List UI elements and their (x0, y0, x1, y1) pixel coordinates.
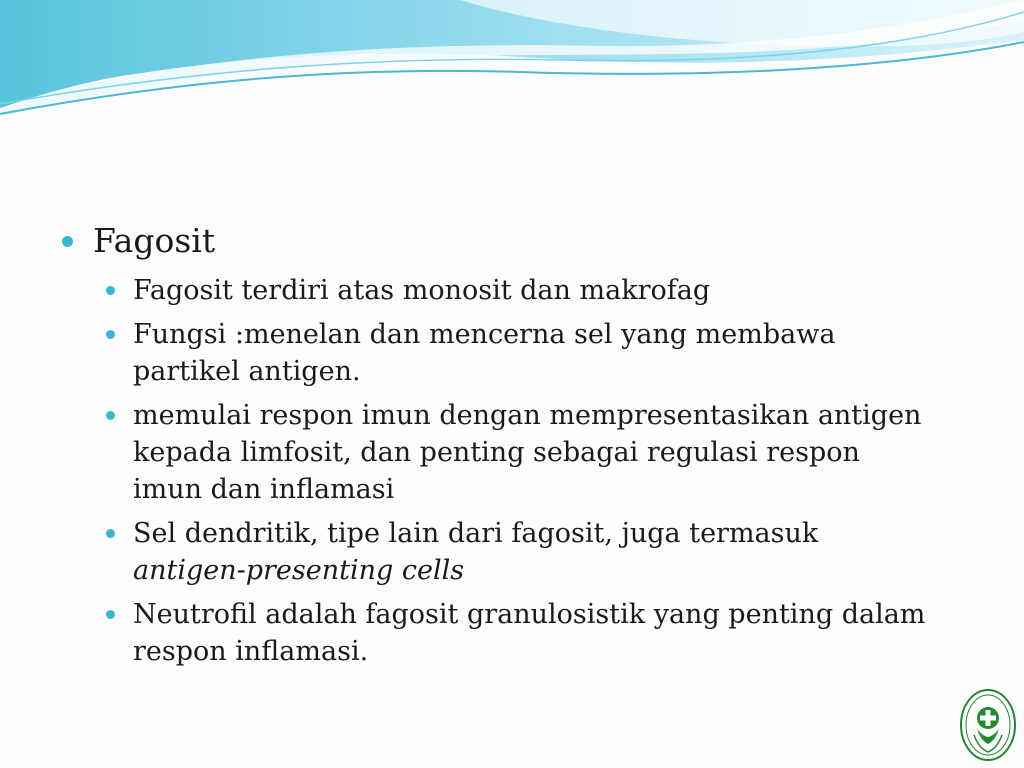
sub-bullet-item (106, 316, 942, 390)
italic-term: antigen-presenting cells (133, 555, 465, 586)
sub-bullet-text: Fungsi :menelan dan mencerna sel yang membawa partikel antigen. (133, 319, 836, 387)
sub-bullet-item (106, 596, 942, 670)
bullet-dot-icon (106, 330, 115, 339)
bakti-husada-logo-icon (960, 688, 1016, 762)
sub-bullet-text (133, 515, 933, 589)
header-wave-decoration (0, 0, 1024, 130)
main-bullet-item (62, 220, 942, 262)
sub-bullet-item (106, 397, 942, 508)
sub-bullet-item (106, 272, 942, 309)
sub-bullet-list (106, 272, 942, 670)
bullet-dot-icon (106, 411, 115, 420)
sub-bullet-text: Neutrofil adalah fagosit granulosistik yang penting dalam respon inflamasi. (133, 599, 926, 667)
sub-bullet-text: Fagosit terdiri atas monosit dan makrofag (133, 275, 711, 306)
slide-content (62, 220, 942, 677)
sub-bullet-item (106, 515, 942, 589)
bullet-dot-icon (62, 236, 73, 247)
bullet-dot-icon (106, 610, 115, 619)
main-bullet-text: Fagosit (93, 221, 216, 260)
sub-bullet-text: memulai respon imun dengan mempresentasikan antigen kepada limfosit, dan penting sebagai regulasi respon imun dan inflamasi (133, 400, 922, 505)
bullet-dot-icon (106, 286, 115, 295)
sub-bullet-text-regular: Sel dendritik, tipe lain dari fagosit, juga termasuk (133, 518, 819, 549)
bullet-dot-icon (106, 529, 115, 538)
